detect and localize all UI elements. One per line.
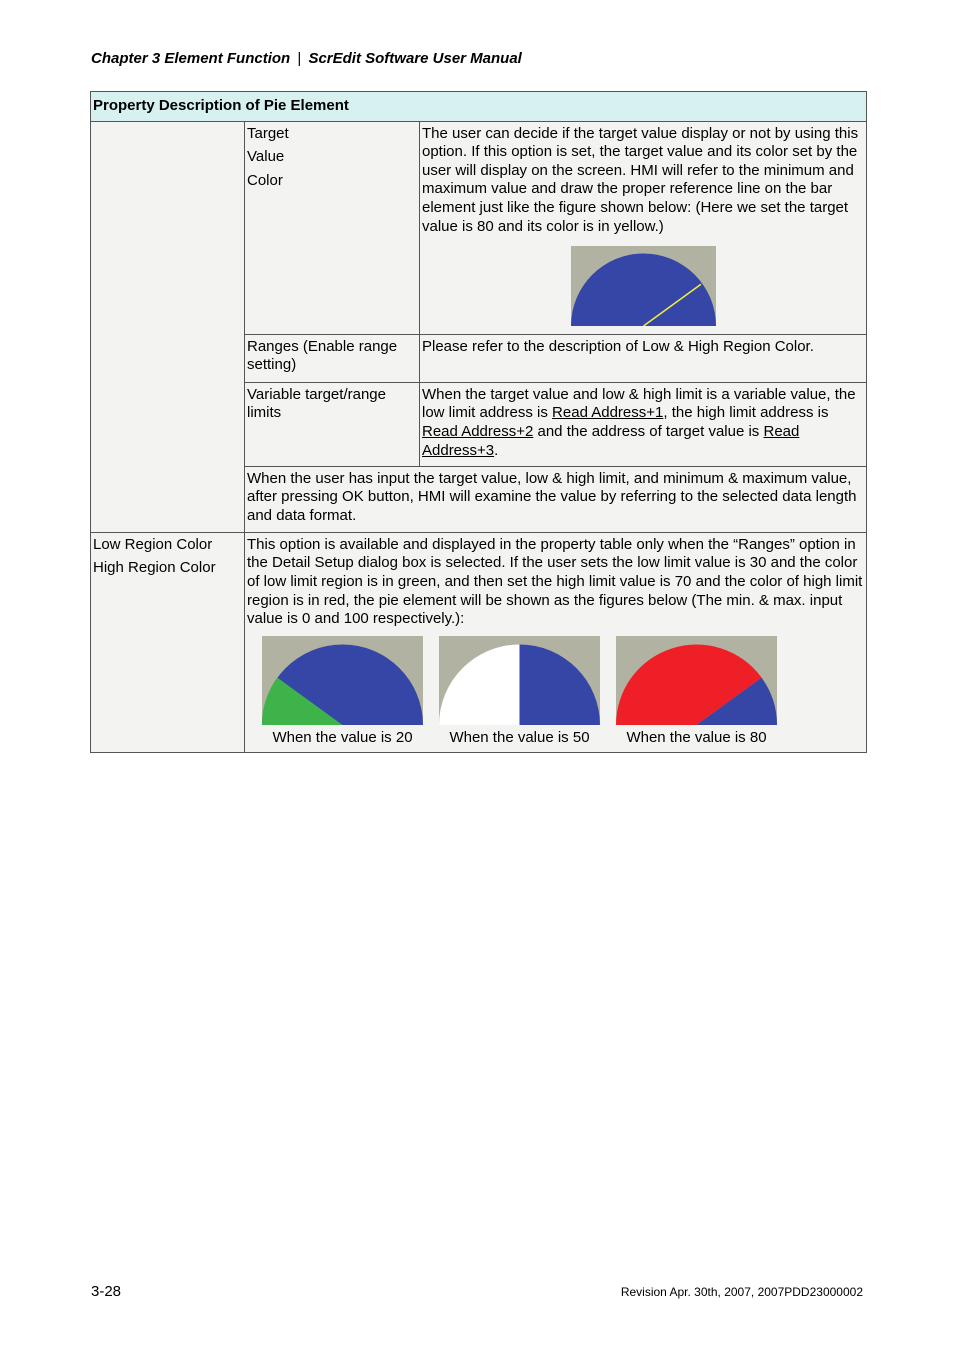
region-figure-high <box>616 636 777 748</box>
target-name-line-1: Target <box>247 124 289 142</box>
figure-caption: When the value is 20 <box>272 728 413 746</box>
region-figure-low <box>262 636 423 748</box>
target-name-line-3: Color <box>247 171 283 189</box>
empty-name-cell <box>91 121 245 532</box>
table-title: Property Description of Pie Element <box>91 92 867 122</box>
page-number: 3-28 <box>91 1283 122 1300</box>
region-description: This option is available and displayed in the property table only when the “Ranges” option in the Detail Setup dialog box is selected. If the user sets the low limit value is 30 and the color of low limit region is in green, and then set the high limit value is 70 and the color of high limit region is in red, the pie element will be shown as the figures below (The min. & max. input value is 0 and 100 respectively.): <box>247 535 863 628</box>
region-figures <box>247 636 864 748</box>
variable-name-cell: Variable target/range limits <box>245 382 420 466</box>
pie-image-value-80 <box>616 636 777 725</box>
region-name-cell <box>91 532 245 752</box>
revision-info: Revision Apr. 30th, 2007, 2007PDD23000002 <box>620 1285 863 1299</box>
manual-title: ScrEdit Software User Manual <box>308 50 522 67</box>
variable-description-cell <box>420 382 867 466</box>
ranges-name-cell: Ranges (Enable range setting) <box>245 334 420 382</box>
header-separator: | <box>297 50 302 67</box>
variable-desc-part-3: and the address of target value is <box>533 422 764 440</box>
validation-note-cell: When the user has input the target value, low & high limit, and minimum & maximum value, after pressing OK button, HMI will examine the value by referring to the selected data length and data format. <box>245 466 867 532</box>
pie-image-value-50 <box>439 636 600 725</box>
figure-caption: When the value is 50 <box>449 728 590 746</box>
read-address-plus-3: Read Address+3 <box>422 422 800 459</box>
region-figure-mid <box>439 636 600 748</box>
target-name-cell <box>245 121 420 334</box>
page-header <box>91 50 522 67</box>
target-figure <box>422 236 864 332</box>
read-address-plus-1: Read Address+1 <box>552 404 664 422</box>
variable-desc-part-1: When the target value and low & high limit is a variable value, the low limit address is <box>422 385 856 422</box>
ranges-description-cell: Please refer to the description of Low & High Region Color. <box>420 334 867 382</box>
property-table <box>90 91 867 753</box>
figure-caption: When the value is 80 <box>626 728 767 746</box>
read-address-plus-2: Read Address+2 <box>422 422 534 440</box>
region-name-line-1: Low Region Color <box>93 535 213 553</box>
variable-desc-part-4: . <box>494 441 499 459</box>
region-name-line-2: High Region Color <box>93 559 216 577</box>
variable-desc-part-2: , the high limit address is <box>663 404 829 422</box>
chapter-title: Chapter 3 Element Function <box>91 50 291 67</box>
target-description: The user can decide if the target value display or not by using this option. If this option is set, the target value and its color set by the user will display on the screen. HMI will refer to the minimum and maximum value and draw the proper reference line on the bar element just like the figure shown below: (Here we set the target value is 80 and its color is in yellow.) <box>422 124 859 235</box>
target-name-line-2: Value <box>247 148 285 166</box>
pie-image-value-20 <box>262 636 423 725</box>
region-description-cell <box>245 532 867 752</box>
target-description-cell <box>420 121 867 334</box>
target-pie-image <box>571 246 716 326</box>
